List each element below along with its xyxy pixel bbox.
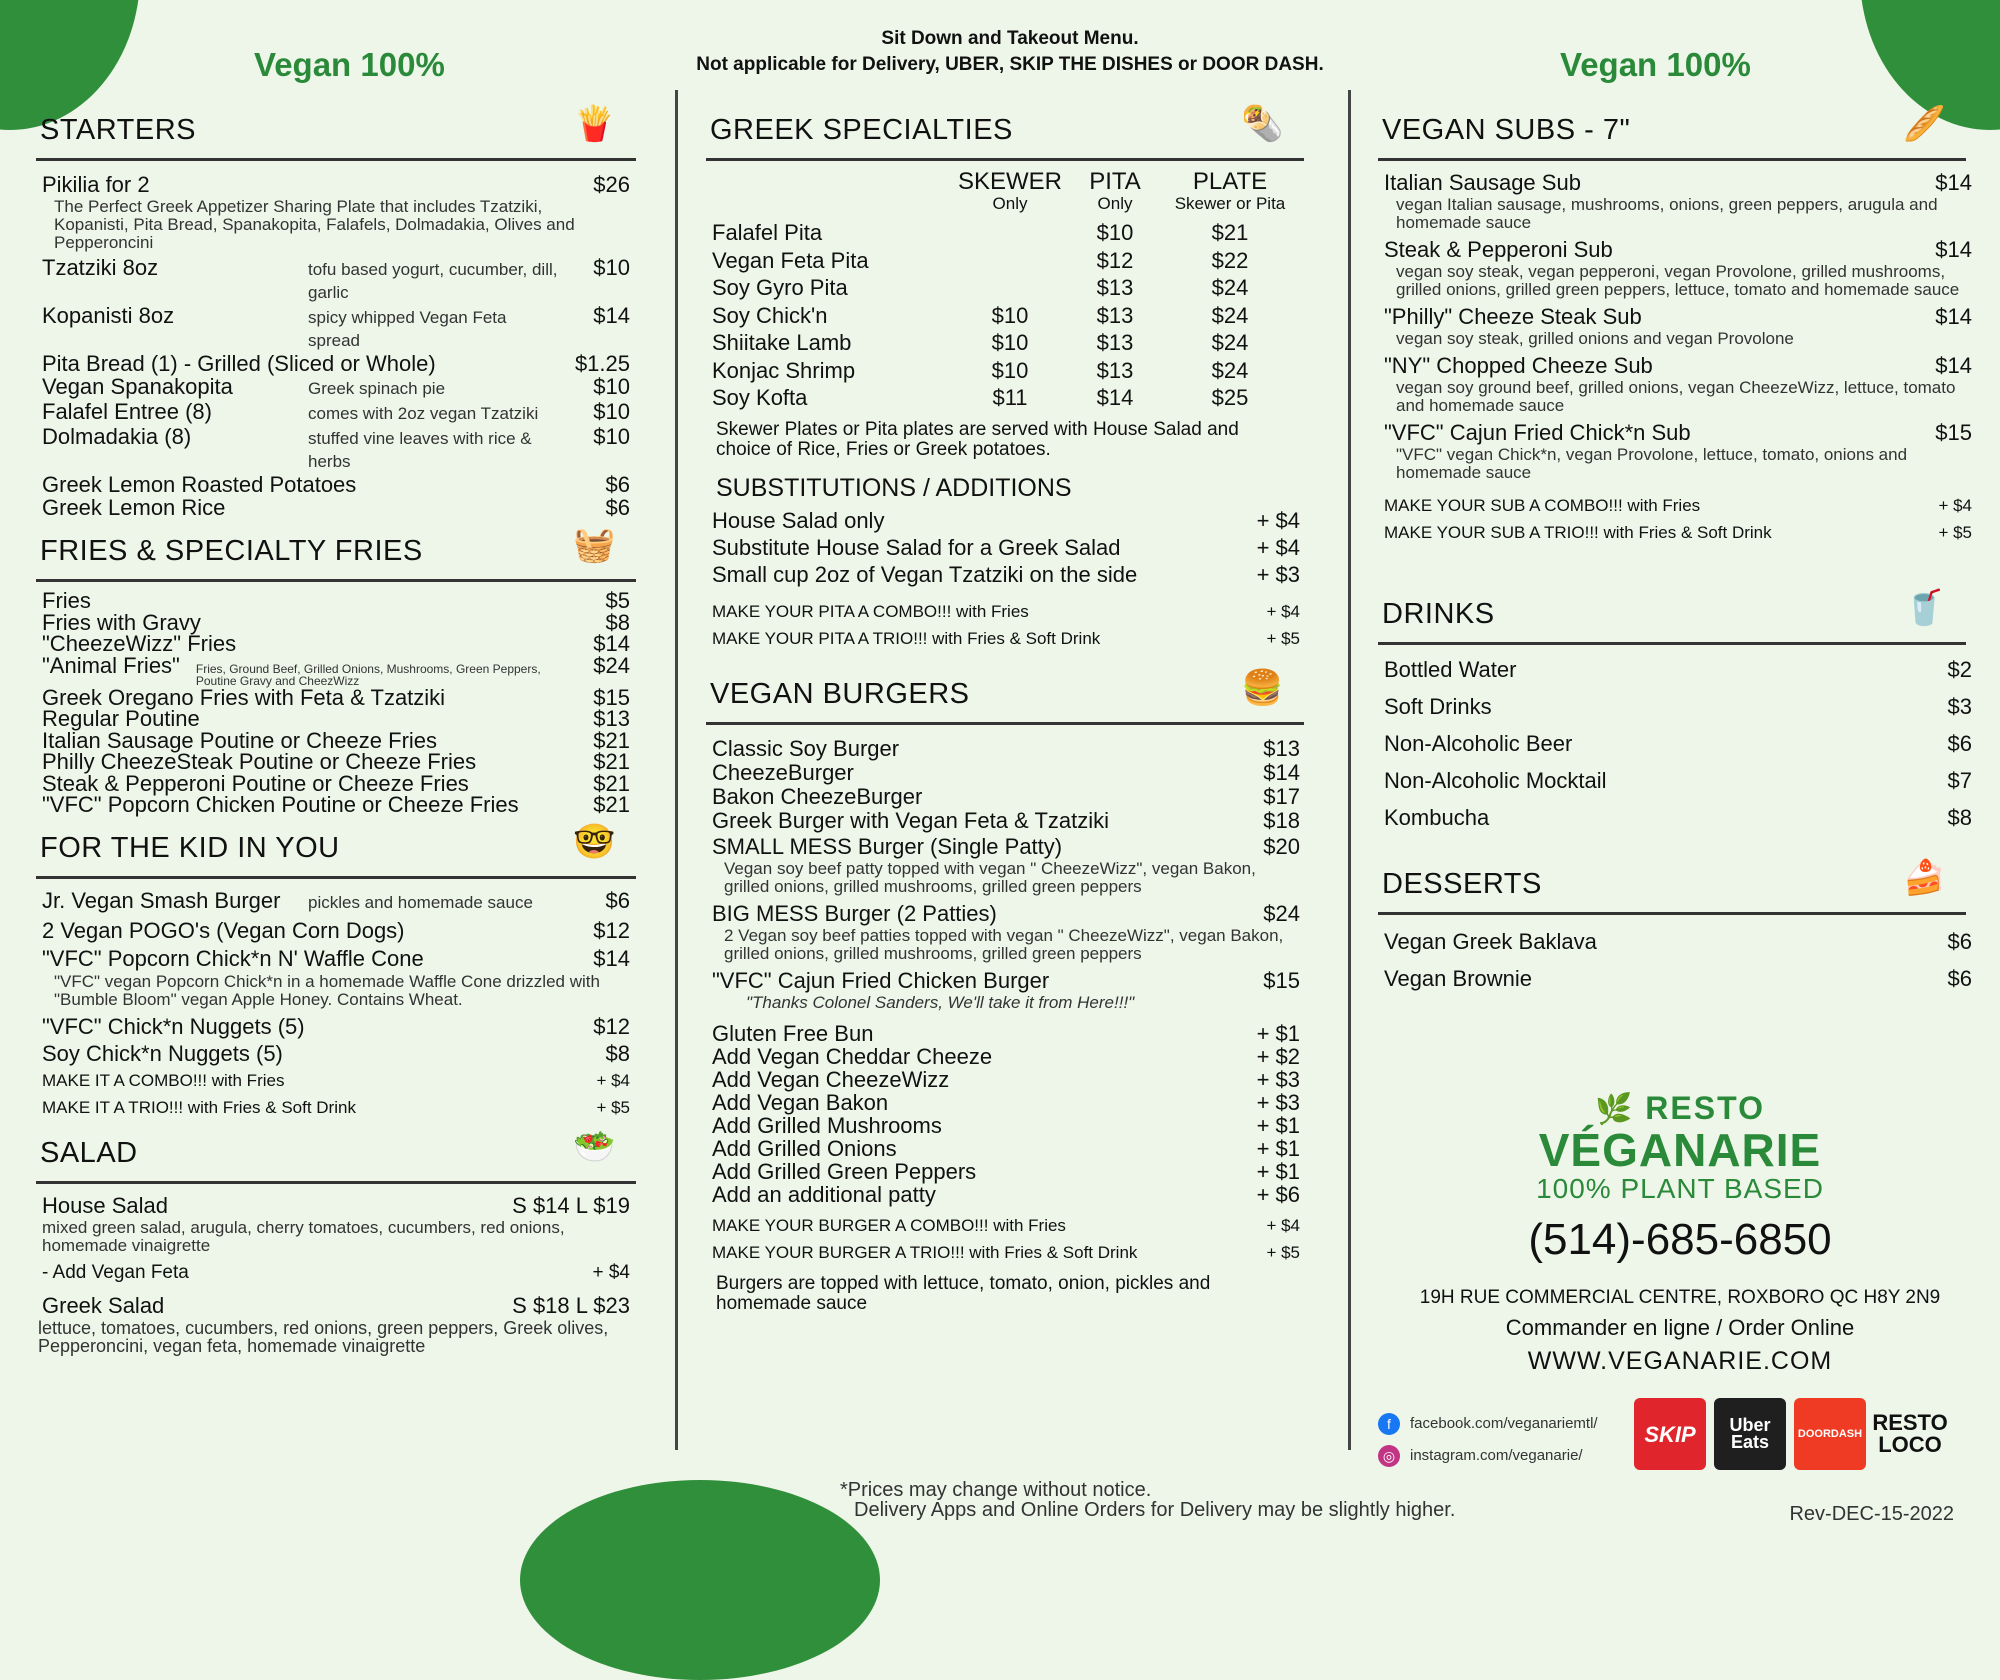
item-name: "NY" Chopped Cheeze Sub [1384, 353, 1653, 378]
section-burgers [706, 668, 1306, 1322]
section-starters [36, 105, 636, 520]
combo-option: MAKE YOUR SUB A COMBO!!! with Fries + $4 [1384, 496, 1972, 515]
menu-item [1378, 651, 1978, 688]
item-name: Non-Alcoholic Mocktail [1384, 768, 1607, 793]
item-name: Bottled Water [1384, 657, 1517, 682]
menu-item [36, 400, 636, 425]
item-price: $14 [593, 303, 630, 328]
table-row [706, 329, 1306, 357]
menu-item [1378, 725, 1978, 762]
plate-price: $24 [1211, 275, 1249, 300]
table-row [706, 247, 1306, 275]
item-name: Falafel Pita [712, 220, 823, 245]
item-name: Add Vegan Cheddar Cheeze [712, 1043, 993, 1069]
item-name: Italian Sausage Poutine or Cheeze Fries [42, 727, 438, 753]
skewer-price [950, 219, 1070, 247]
item-price: $18 [1263, 807, 1300, 833]
item-price: $6 [1947, 929, 1972, 954]
item-name: "Animal Fries" [42, 652, 180, 678]
menu-item [36, 770, 636, 796]
item-price: $12 [593, 1013, 630, 1039]
item-price: $21 [593, 749, 630, 774]
vegan-100-right: Vegan 100% [1560, 46, 1751, 83]
menu-item [1378, 688, 1978, 725]
skewer-price [950, 274, 1070, 302]
menu-item [706, 1091, 1306, 1114]
skip-logo: SKIP [1634, 1398, 1706, 1470]
item-name: Add an additional patty [712, 1181, 936, 1207]
item-name: "VFC" Popcorn Chick*n N' Waffle Cone [42, 945, 424, 971]
gyro-icon: 🌯 [1241, 105, 1284, 143]
table-row [706, 302, 1306, 330]
instagram-icon: ◎ [1378, 1445, 1400, 1467]
pita-price: $10 [1096, 220, 1134, 245]
item-price: $14 [593, 631, 630, 656]
item-price: + $6 [1256, 1181, 1300, 1207]
combo-option: MAKE YOUR PITA A COMBO!!! with Fries + $4 [712, 601, 1300, 621]
item-price: $6 [1947, 966, 1972, 991]
skewer-price: $10 [991, 330, 1029, 355]
item-description: Fries, Ground Beef, Grilled Onions, Mushrooms, Green Peppers, Poutine Gravy and CheezWizz [195, 661, 541, 688]
item-name: Add Vegan Bakon [712, 1089, 889, 1115]
section-drinks [1378, 589, 1978, 836]
facebook-icon: f [1378, 1413, 1400, 1435]
menu-item [36, 352, 636, 375]
revision-date: Rev-DEC-15-2022 [1789, 1503, 1954, 1525]
menu-item [36, 473, 636, 496]
item-price: + $1 [1256, 1135, 1300, 1161]
menu-item [36, 304, 636, 352]
section-title: SALAD 🥗 [36, 1135, 636, 1184]
menu-item [36, 1040, 636, 1067]
section-title: STARTERS 🍟 [36, 112, 636, 161]
item-name: "VFC" Cajun Fried Chick*n Sub [1384, 420, 1691, 445]
menu-item [36, 917, 636, 945]
item-name: Add Grilled Mushrooms [712, 1112, 942, 1138]
item-price: $15 [593, 684, 630, 710]
section-salad [36, 1127, 636, 1359]
item-name: Greek Burger with Vegan Feta & Tzatziki [712, 807, 1109, 833]
item-description: vegan soy steak, vegan pepperoni, vegan Provolone, grilled mushrooms, grilled onions, grilled green peppers, lettuce, tomato and homemade sauce [1396, 262, 1960, 299]
menu-item [1378, 169, 1978, 196]
item-name: Soy Chick*n Nuggets (5) [42, 1040, 283, 1066]
item-price: $17 [1263, 783, 1300, 809]
item-description: 2 Vegan soy beef patties topped with vegan " CheezeWizz", vegan Bakon, grilled onions, grilled mushrooms, grilled green peppers [724, 925, 1284, 963]
table-row [706, 357, 1306, 385]
fries-basket-icon: 🧺 [573, 526, 616, 564]
item-description: The Perfect Greek Appetizer Sharing Plate that includes Tzatziki, Kopanisti, Pita Bread, Spanakopita, Falafels, Dolmadakia, Olives and Pepperoncini [54, 197, 575, 252]
section-kids [36, 822, 636, 1121]
menu-item [36, 794, 636, 816]
brand-name: VÉGANARIE [1538, 1124, 1822, 1176]
menu-item [706, 785, 1306, 809]
menu-item [706, 1160, 1306, 1183]
section-title: VEGAN BURGERS 🍔 [706, 676, 1304, 725]
menu-item: Greek Salad S $18 L $23 [42, 1292, 630, 1318]
section-subs [1378, 105, 1978, 546]
menu-item [706, 737, 1306, 761]
menu-item [36, 945, 636, 973]
item-description: vegan Italian sausage, mushrooms, onions, green peppers, arugula and homemade sauce [1396, 195, 1938, 232]
item-name: CheezeBurger [712, 759, 854, 785]
item-description: lettuce, tomatoes, cucumbers, red onions, green peppers, Greek olives, Pepperoncini, vegan feta, homemade vinaigrette [38, 1317, 609, 1356]
menu-item [36, 590, 636, 612]
item-name: Soy Gyro Pita [712, 275, 848, 300]
item-name: Greek Oregano Fries with Feta & Tzatziki [42, 684, 446, 710]
menu-item [706, 507, 1306, 534]
item-price: $21 [593, 770, 630, 796]
item-name: Falafel Entree (8) [42, 399, 212, 424]
item-name: Small cup 2oz of Vegan Tzatziki on the side [712, 561, 1138, 587]
item-price: + $3 [1256, 1066, 1300, 1092]
item-price: + $4 [1256, 534, 1300, 560]
pita-price: $13 [1096, 330, 1134, 355]
item-name: Pita Bread (1) - Grilled (Sliced or Whole) [42, 351, 436, 376]
item-name: House Salad only [712, 507, 885, 533]
item-price: $6 [605, 887, 630, 913]
menu-item [706, 1137, 1306, 1160]
item-price: $1.25 [574, 351, 630, 376]
item-name: Konjac Shrimp [712, 357, 856, 383]
item-name: Shiitake Lamb [712, 330, 852, 355]
fries-icon: 🍟 [573, 105, 616, 143]
menu-item [1378, 352, 1978, 379]
item-price: $13 [593, 706, 630, 731]
menu-item [1378, 799, 1978, 836]
footer-note: *Prices may change without notice. Delivery Apps and Online Orders for Delivery may be slightly higher. [840, 1479, 1456, 1521]
combo-option: MAKE YOUR BURGER A COMBO!!! with Fries + $4 [712, 1215, 1300, 1235]
menu-item [36, 496, 636, 519]
menu-item [706, 1183, 1306, 1206]
item-name: Non-Alcoholic Beer [1384, 731, 1573, 756]
menu-item [36, 652, 636, 688]
burger-icon: 🍔 [1241, 668, 1284, 707]
menu-item [36, 425, 636, 473]
item-description: tofu based yogurt, cucumber, dill, garlic [308, 260, 558, 302]
item-name: Greek Lemon Roasted Potatoes [42, 472, 357, 497]
brand-resto: 🌿 RESTO [1595, 1090, 1765, 1126]
item-price: $24 [593, 652, 630, 678]
facebook-link[interactable]: f facebook.com/veganariemtl/ [1378, 1408, 1598, 1440]
section-title: FOR THE KID IN YOU 🤓 [36, 830, 636, 879]
vegan-100-left: Vegan 100% [254, 46, 445, 83]
item-name: Vegan Greek Baklava [1384, 929, 1597, 954]
item-description: "VFC" vegan Popcorn Chick*n in a homemade Waffle Cone drizzled with "Bumble Bloom" vegan Apple Honey. Contains Wheat. [54, 971, 600, 1009]
item-description: Vegan soy beef patty topped with vegan " CheezeWizz", vegan Bakon, grilled onions, grilled mushrooms, grilled green peppers [724, 858, 1256, 896]
skewer-price: $11 [992, 385, 1028, 410]
pita-price: $12 [1096, 247, 1134, 273]
item-price: $14 [1935, 170, 1972, 195]
order-online: Commander en ligne / Order Online [1505, 1315, 1855, 1340]
item-name: Add Vegan CheezeWizz [712, 1066, 950, 1092]
item-price: + $3 [1256, 561, 1300, 587]
table-row [706, 274, 1306, 302]
brand-block [1380, 1090, 1980, 1376]
item-name: Tzatziki 8oz [42, 255, 159, 280]
item-name: Soy Chick'n [712, 302, 828, 328]
menu-item [706, 534, 1306, 561]
menu-item [36, 1013, 636, 1040]
item-price: + $2 [1256, 1043, 1300, 1069]
menu-item [36, 887, 636, 917]
item-name: Philly CheezeSteak Poutine or Cheeze Fries [42, 749, 477, 774]
item-name: Jr. Vegan Smash Burger [42, 887, 281, 913]
uber-eats-logo: Uber Eats [1714, 1398, 1786, 1470]
item-description: "VFC" vegan Chick*n, vegan Provolone, lettuce, tomato, onions and homemade sauce [1396, 445, 1908, 482]
menu-item [706, 1022, 1306, 1045]
item-price: $10 [593, 374, 630, 399]
item-name: Regular Poutine [42, 706, 200, 731]
decorative-corner-blob [0, 0, 140, 130]
phone-number[interactable]: (514)-685-6850 [1528, 1215, 1832, 1264]
menu-item [706, 761, 1306, 785]
item-name: "VFC" Chick*n Nuggets (5) [42, 1013, 305, 1039]
item-name: Vegan Brownie [1384, 966, 1532, 991]
menu-item [36, 633, 636, 655]
item-name: Fries [42, 588, 91, 613]
menu-item [36, 375, 636, 400]
menu-item [1378, 923, 1978, 960]
item-name: Gluten Free Bun [712, 1020, 874, 1046]
item-name: Bakon CheezeBurger [712, 783, 923, 809]
menu-item [36, 609, 636, 635]
item-price: + $1 [1256, 1112, 1300, 1138]
item-name: Fries with Gravy [42, 609, 201, 635]
item-price: $2 [1947, 657, 1972, 682]
menu-item: "VFC" Cajun Fried Chicken Burger $15 [712, 967, 1300, 993]
item-price: $8 [1947, 805, 1972, 830]
column-divider [1348, 90, 1351, 1450]
menu-item [36, 727, 636, 753]
item-price: $12 [593, 917, 630, 943]
pita-price: $13 [1096, 275, 1134, 300]
trio-option: MAKE YOUR PITA A TRIO!!! with Fries & Soft Drink + $5 [712, 628, 1300, 648]
item-price: $8 [605, 609, 630, 635]
plate-price: $24 [1211, 330, 1249, 355]
item-description: mixed green salad, arugula, cherry tomatoes, cucumbers, red onions, homemade vinaigrette [42, 1217, 565, 1255]
item-name: Classic Soy Burger [712, 735, 900, 761]
website-link[interactable]: WWW.VEGANARIE.COM [1527, 1347, 1833, 1375]
subsection-title: SUBSTITUTIONS / ADDITIONS [716, 473, 1072, 502]
item-description: vegan soy steak, grilled onions and vegan Provolone [1396, 329, 1794, 348]
item-name: "CheezeWizz" Fries [42, 631, 237, 656]
sub-sandwich-icon: 🥖 [1903, 105, 1946, 143]
menu-item: - Add Vegan Feta + $4 [42, 1261, 630, 1283]
trio-option: MAKE IT A TRIO!!! with Fries & Soft Drink + $5 [42, 1097, 630, 1117]
smiley-glasses-icon: 🤓 [573, 822, 616, 861]
pita-price: $14 [1096, 385, 1134, 410]
pita-price: $13 [1096, 302, 1134, 328]
item-name: Vegan Spanakopita [42, 374, 233, 399]
item-description: "Thanks Colonel Sanders, We'll take it from Here!!!" [746, 992, 1135, 1012]
item-price: + $1 [1256, 1020, 1300, 1046]
menu-item [36, 751, 636, 773]
item-price: $14 [1935, 353, 1972, 378]
trio-option: MAKE YOUR SUB A TRIO!!! with Fries & Soft Drink + $5 [1384, 523, 1972, 542]
item-price: $6 [605, 495, 630, 520]
item-price: $7 [1947, 768, 1972, 793]
menu-header-note: Sit Down and Takeout Menu. Not applicable for Delivery, UBER, SKIP THE DISHES or DOOR DASH. [696, 28, 1324, 75]
plate-price: $21 [1211, 220, 1249, 245]
instagram-link[interactable]: ◎ instagram.com/veganarie/ [1378, 1440, 1598, 1472]
item-name: Kopanisti 8oz [42, 303, 175, 328]
item-description: pickles and homemade sauce [308, 892, 533, 912]
leaf-icon: 🌿 [1595, 1093, 1635, 1126]
item-price: $21 [593, 792, 630, 817]
resto-loco-logo: RESTO LOCO [1872, 1410, 1948, 1457]
section-desserts [1378, 859, 1978, 997]
menu-item [36, 708, 636, 730]
pita-price: $13 [1096, 357, 1134, 383]
item-price: $14 [1935, 304, 1972, 329]
item-name: Greek Lemon Rice [42, 495, 226, 520]
item-name: Italian Sausage Sub [1384, 170, 1581, 195]
menu-item: House Salad S $14 L $19 [42, 1192, 630, 1218]
table-row [706, 219, 1306, 247]
item-description: Greek spinach pie [308, 379, 446, 398]
item-name: Dolmadakia (8) [42, 424, 192, 449]
item-name: Add Grilled Onions [712, 1135, 897, 1161]
section-title: DESSERTS 🍰 [1378, 866, 1966, 915]
menu-item [1378, 236, 1978, 263]
section-title: VEGAN SUBS - 7" 🥖 [1378, 112, 1966, 161]
item-price: $8 [605, 1040, 630, 1066]
item-price: $14 [1263, 759, 1300, 785]
item-name: Kombucha [1384, 805, 1490, 830]
section-title: FRIES & SPECIALTY FRIES 🧺 [36, 533, 636, 582]
cake-slice-icon: 🍰 [1903, 859, 1946, 897]
item-name: Steak & Pepperoni Sub [1384, 237, 1613, 262]
item-description: comes with 2oz vegan Tzatziki [308, 404, 539, 423]
doordash-logo: DOORDASH [1794, 1398, 1866, 1470]
combo-option: MAKE IT A COMBO!!! with Fries + $4 [42, 1070, 630, 1090]
menu-item [706, 1068, 1306, 1091]
section-title: DRINKS 🥤 [1378, 596, 1966, 645]
item-price: $10 [593, 255, 630, 280]
item-price: + $3 [1256, 1089, 1300, 1115]
item-price: $14 [1935, 237, 1972, 262]
item-name: "Philly" Cheeze Steak Sub [1384, 304, 1642, 329]
item-description: spicy whipped Vegan Feta spread [308, 308, 507, 350]
menu-item [36, 256, 636, 304]
menu-item [1378, 419, 1978, 446]
table-row [706, 384, 1306, 412]
item-price: + $1 [1256, 1158, 1300, 1184]
item-price: $3 [1947, 694, 1972, 719]
item-price: + $4 [1256, 507, 1300, 533]
section-title: GREEK SPECIALTIES 🌯 [706, 112, 1304, 161]
item-price: $10 [593, 399, 630, 424]
drink-bottle-icon: 🥤 [1903, 589, 1946, 627]
decorative-bottom-blob [520, 1480, 880, 1680]
column-divider [675, 90, 678, 1450]
item-price: $6 [1947, 731, 1972, 756]
item-description: vegan soy ground beef, grilled onions, vegan CheezeWizz, lettuce, tomato and homemade sauce [1396, 378, 1956, 415]
menu-item: Pikilia for 2 $26 [42, 172, 630, 197]
burger-note: Burgers are topped with lettuce, tomato, onion, pickles and homemade sauce [716, 1272, 1211, 1314]
price-column-headers: SKEWER Only PITA Only PLATE Skewer or Pita [957, 168, 1286, 213]
item-name: Vegan Feta Pita [712, 247, 869, 273]
column-right [1378, 105, 1978, 1011]
salad-bowl-icon: 🥗 [573, 1127, 616, 1166]
address: 19H RUE COMMERCIAL CENTRE, ROXBORO QC H8Y 2N9 [1419, 1287, 1941, 1308]
menu-item [706, 809, 1306, 833]
skewer-price: $10 [991, 357, 1029, 383]
plate-price: $25 [1211, 385, 1249, 410]
item-price: $21 [593, 727, 630, 753]
item-description: stuffed vine leaves with rice & herbs [308, 429, 532, 471]
plate-price: $22 [1211, 247, 1249, 273]
item-price: $14 [593, 945, 630, 971]
menu-item [706, 561, 1306, 588]
menu-item [706, 1114, 1306, 1137]
trio-option: MAKE YOUR BURGER A TRIO!!! with Fries & Soft Drink + $5 [712, 1242, 1300, 1262]
menu-item [1378, 303, 1978, 330]
item-price: $6 [605, 472, 630, 497]
item-name: Steak & Pepperoni Poutine or Cheeze Fries [42, 770, 469, 796]
plate-price: $24 [1211, 357, 1249, 383]
item-name: 2 Vegan POGO's (Vegan Corn Dogs) [42, 917, 405, 943]
menu-item [1378, 762, 1978, 799]
item-price: $5 [605, 588, 630, 613]
item-name: Soft Drinks [1384, 694, 1492, 719]
column-middle [706, 105, 1306, 1336]
delivery-logos [1634, 1398, 1946, 1470]
item-name: "VFC" Popcorn Chicken Poutine or Cheeze Fries [42, 792, 519, 817]
social-links [1378, 1408, 1598, 1472]
section-fries [36, 526, 636, 817]
plate-price: $24 [1211, 302, 1249, 328]
menu-item [36, 684, 636, 710]
brand-tagline: 100% PLANT BASED [1536, 1173, 1824, 1204]
skewer-price: $10 [991, 302, 1029, 328]
item-price: $13 [1263, 735, 1300, 761]
menu-item [706, 1045, 1306, 1068]
item-name: Soy Kofta [712, 385, 808, 410]
column-left [36, 105, 636, 1373]
skewer-price [950, 247, 1070, 275]
item-name: Add Grilled Green Peppers [712, 1158, 977, 1184]
item-name: Substitute House Salad for a Greek Salad [712, 534, 1121, 560]
section-greek [706, 105, 1306, 652]
item-price: $15 [1935, 420, 1972, 445]
menu-item [1378, 960, 1978, 997]
menu-item: SMALL MESS Burger (Single Patty) $20 [712, 833, 1300, 859]
item-price: $10 [593, 424, 630, 449]
greek-note: Skewer Plates or Pita plates are served with House Salad and choice of Rice, Fries or Greek potatoes. [716, 418, 1239, 460]
menu-item: BIG MESS Burger (2 Patties) $24 [712, 900, 1300, 926]
